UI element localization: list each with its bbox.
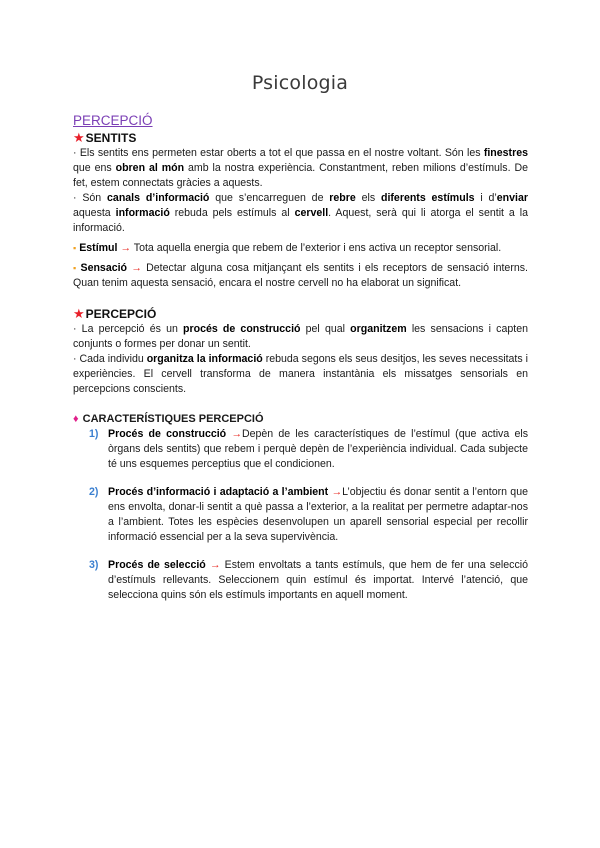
item-number: 1) xyxy=(89,428,99,440)
star-icon: ★ xyxy=(73,130,85,145)
list-item: 3) Procés de selecció → Estem envoltats a tants estímuls, que hem de fer una selecció d’estímuls rellevants. Seleccionem quin estímul és importat. Intervé l’atenció, que selecciona quins són els estímuls importants en aquell moment. xyxy=(89,559,528,601)
document-title: Psicologia xyxy=(251,72,349,94)
sentits-paragraph-2: · Són canals d’informació que s’encarreguen de rebre els diferents estímuls i d’enviar aquesta informació rebuda pels estímuls al cervell. Aquest, serà qui li atorga el sentit a la informació. xyxy=(73,192,528,234)
arrow-icon: → xyxy=(131,262,142,274)
diamond-icon: ♦ xyxy=(73,413,79,425)
arrow-icon: → xyxy=(209,559,221,571)
star-icon: ★ xyxy=(73,306,85,321)
caracteristiques-heading: ♦ CARACTERÍSTIQUES PERCEPCIÓ xyxy=(73,413,264,425)
percepcio-paragraph-1: · La percepció és un procés de construcció pel qual organitzem les sensacions i capten conjunts o formes per donar un sentit. xyxy=(73,323,528,350)
percepcio-heading: ★PERCEPCIÓ xyxy=(73,306,157,321)
item-number: 2) xyxy=(89,486,99,498)
bullet-icon: ▪ xyxy=(73,263,78,273)
sentits-paragraph-1: · Els sentits ens permeten estar oberts a tot el que passa en el nostre voltant. Són les finestres que ens obren al món amb la nostra experiència. Constantment, reben milions d’estímuls. De fet, estem connectats gràcies a aquests. xyxy=(73,147,528,189)
arrow-icon: → xyxy=(231,428,242,440)
document-body xyxy=(73,112,528,603)
sensacio-definition: ▪ Sensació → Detectar alguna cosa mitjançant els sentits i els receptors de sensació interns. Quan tenim aquesta sensació, encara el nostre cervell no ha elaborat un significat. xyxy=(73,262,528,289)
sentits-heading: ★SENTITS xyxy=(73,130,137,145)
arrow-icon: → xyxy=(331,486,343,498)
percepcio-paragraph-2: · Cada individu organitza la informació rebuda segons els seus desitjos, les seves necessitats i experiències. El cervell transforma de manera instantània els missatges sensorials en percepcions conscients. xyxy=(73,353,528,395)
bullet-icon: ▪ xyxy=(73,243,77,253)
arrow-icon: → xyxy=(120,242,132,254)
estimul-definition: ▪ Estímul → Tota aquella energia que rebem de l’exterior i ens activa un receptor sensorial. xyxy=(73,242,502,254)
item-number: 3) xyxy=(89,559,99,571)
section-title: PERCEPCIÓ xyxy=(73,113,153,128)
list-item: 1) Procés de construcció →Depèn de les característiques de l’estímul (que activa els òrgans dels sentits) que rebem i perquè depèn de l’experiència individual. Cada subjecte té uns esquemes perceptius que el condicionen. xyxy=(89,428,528,470)
list-item: 2) Procés d’informació i adaptació a l’ambient →L’objectiu és donar sentit a l’entorn que ens envolta, donar-li sentit a què passa a l’exterior, a la realitat per permetre adaptar-nos a l’ambient. Totes les espècies desenvolupen un aparell sensorial especial per recollir informació essencial per a la seva supervivència. xyxy=(89,486,528,543)
